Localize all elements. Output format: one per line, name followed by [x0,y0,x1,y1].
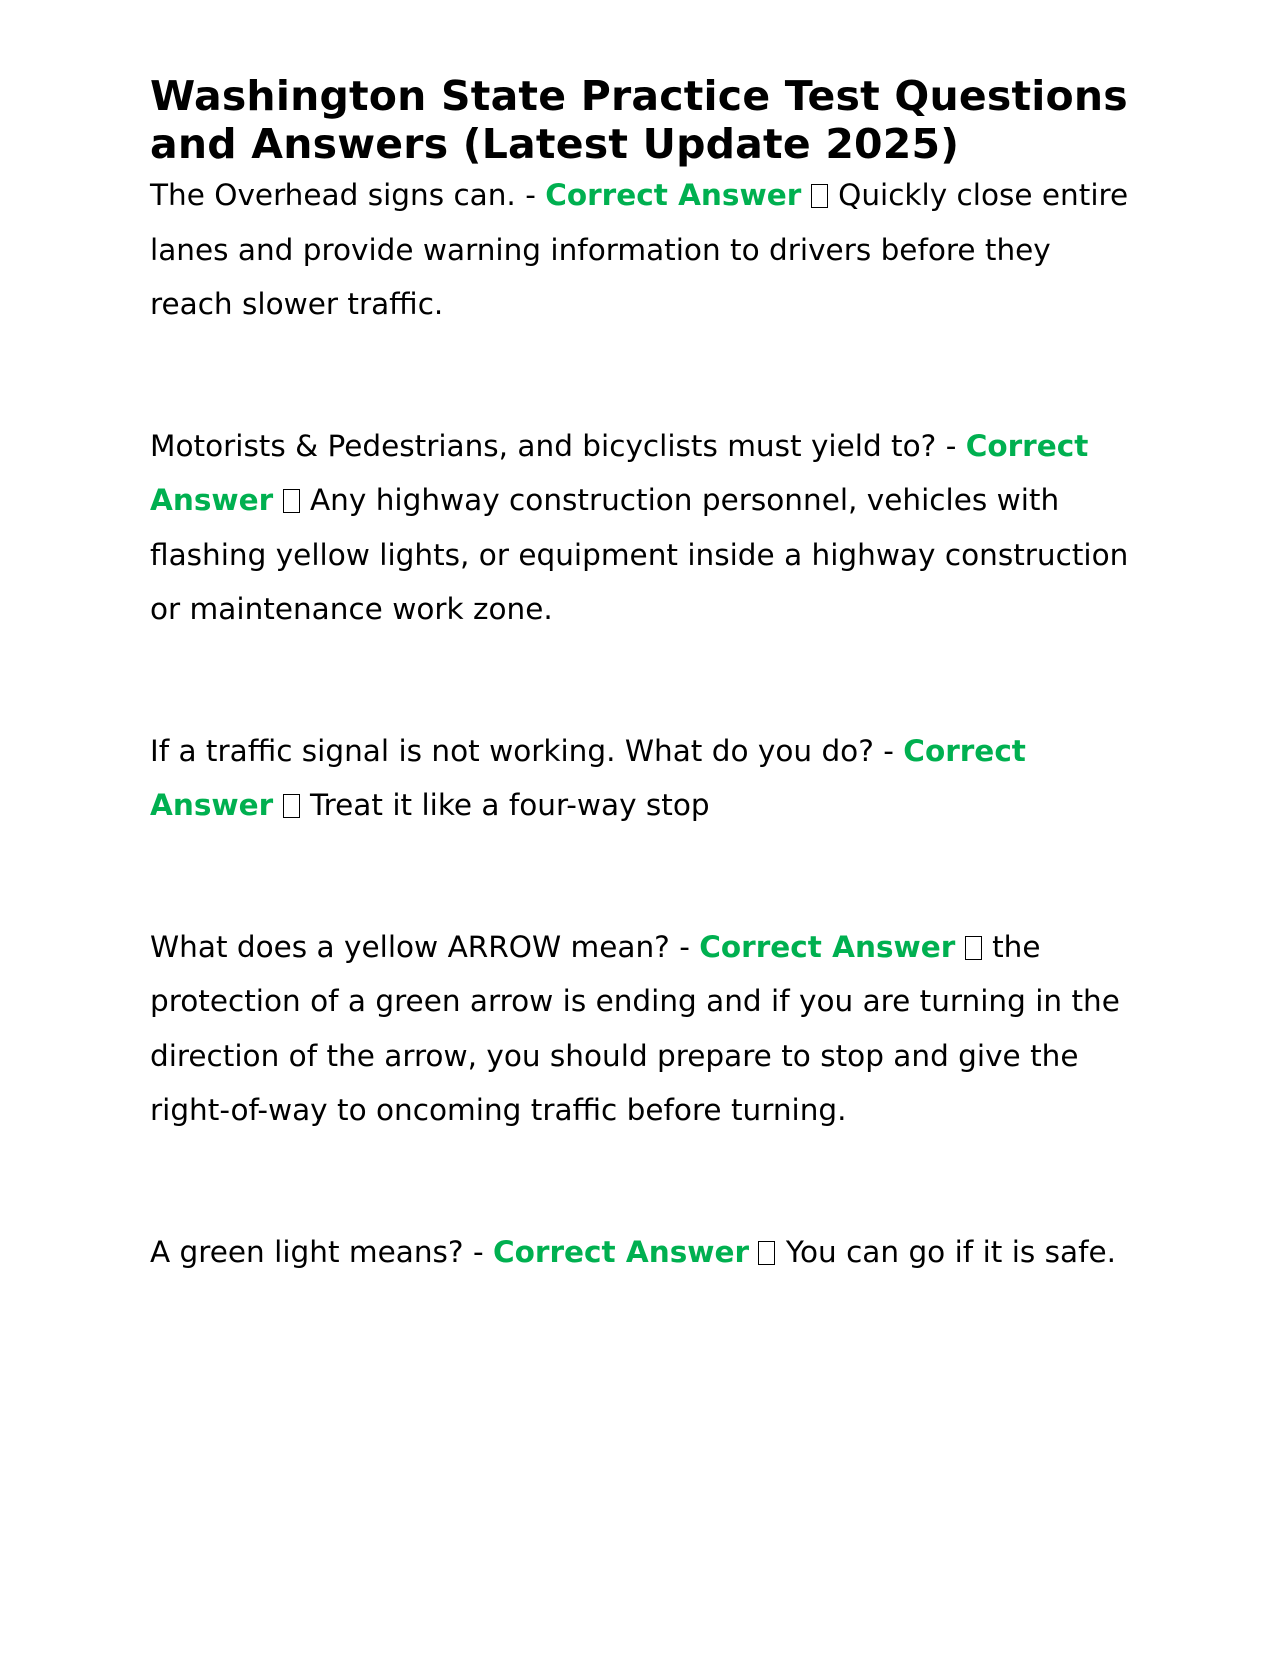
question-text: A green light means? - [150,1234,493,1269]
missing-glyph-icon [758,1241,775,1265]
answer-text: the protection of a green arrow is ending and if you are turning in the direction of the arrow, you should prepare to stop and give the right-of-way to oncoming traffic before turning. [150,929,1120,1127]
qa-item [150,724,1130,833]
question-text: Motorists & Pedestrians, and bicyclists must yield to? - [150,428,966,463]
document-page [150,72,1130,1279]
answer-text: Treat it like a four-way stop [309,788,710,822]
missing-glyph-icon [811,184,828,208]
question-text: If a traffic signal is not working. What do you do? - [150,733,904,768]
missing-glyph-icon [965,936,982,960]
correct-answer-label: Correct Answer [492,1234,750,1269]
correct-answer-label: Correct Answer [150,428,1089,517]
page-title: Washington State Practice Test Questions and Answers (Latest Update 2025) [150,72,1128,168]
question-text: The Overhead signs can. - [150,178,546,212]
missing-glyph-icon [283,794,300,818]
answer-text: Quickly close entire lanes and provide warning information to drivers before they reach slower traffic. [150,178,1129,321]
qa-item [150,920,1130,1138]
qa-item [150,168,1130,332]
correct-answer-label: Correct Answer [150,733,1026,822]
correct-answer-label: Correct Answer [699,929,956,964]
qa-item [150,1225,1130,1280]
answer-text: You can go if it is safe. [785,1234,1117,1269]
correct-answer-label: Correct Answer [545,178,802,212]
qa-item [150,419,1130,637]
answer-text: Any highway construction personnel, vehicles with flashing yellow lights, or equipment inside a highway construction or maintenance work zone. [150,483,1129,626]
question-text: What does a yellow ARROW mean? - [150,929,700,964]
missing-glyph-icon [283,489,300,513]
